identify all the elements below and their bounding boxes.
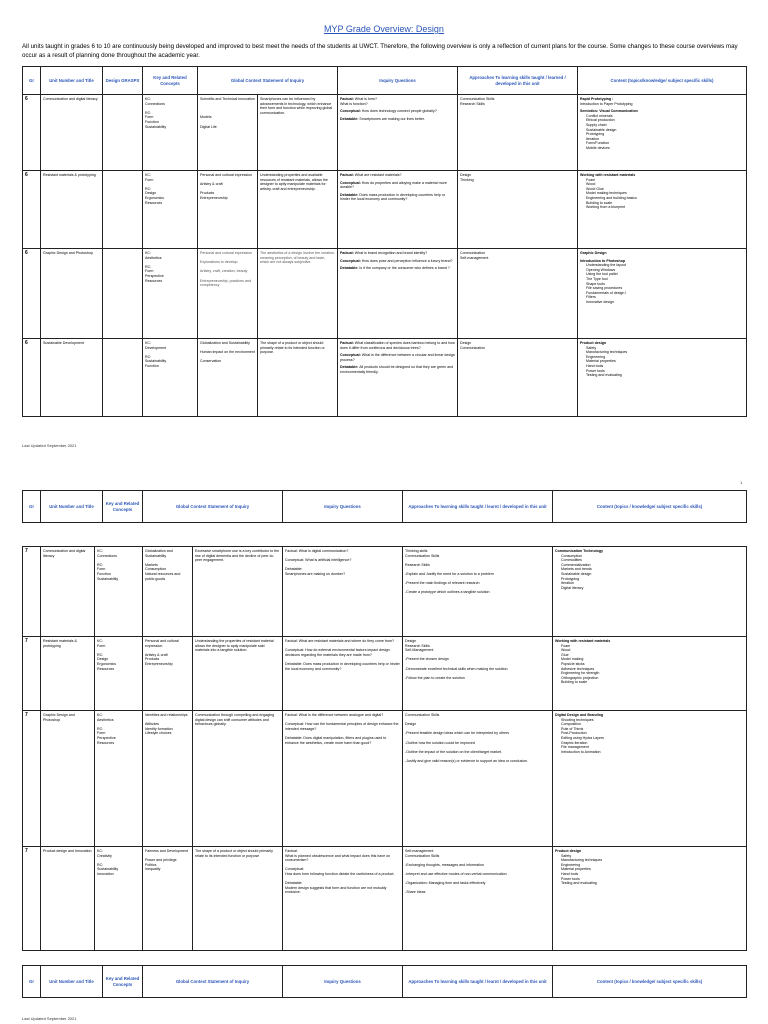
key-concepts-cell: KC: Connections RC: Form Function Sustainability bbox=[95, 547, 143, 637]
inquiry-debatable-label: Debatable: bbox=[340, 192, 359, 197]
grade-cell: 6 bbox=[23, 339, 41, 417]
table-row bbox=[23, 637, 747, 711]
last-updated-note: Last Updated September 2021 bbox=[22, 443, 77, 448]
content-subheading: Introduction to Photoshop bbox=[580, 258, 626, 263]
inquiry-questions-cell: Factual: What is the difference between analogue and digital? Conceptual: How can the fundamental principles of design enhance the intended message? Debatable: Does digital manipulation, filters and plugins used to enhance the aesthetics, create more harm than good? bbox=[283, 711, 403, 847]
content-list-item: • Filters bbox=[586, 295, 744, 300]
inquiry-debatable-text: All products should be designed so that they are green and environmentally friendly. bbox=[340, 365, 454, 374]
grade-6-overview-table bbox=[22, 66, 747, 417]
unit-title-cell: Resistant materials & prototyping bbox=[41, 171, 103, 249]
unit-title-cell: Communication and digital literacy bbox=[41, 547, 95, 637]
content-list-item: • Consumption bbox=[561, 554, 744, 559]
content-list-item: • The Type tool bbox=[586, 277, 744, 282]
global-context-cell: Personal and cultural expression Explorations to develop: Artistry, craft, creation, beauty Entrepreneurship, practices and competency bbox=[198, 249, 258, 339]
content-list-item: • Rule of Thirds bbox=[561, 727, 744, 732]
content-list-item: • Commodities bbox=[561, 558, 744, 563]
global-context-cell: Personal and cultural expression Artistry & craft Products Entrepreneurship bbox=[198, 171, 258, 249]
content-list-item: • Iteration bbox=[561, 581, 744, 586]
content-heading: Communication Technology bbox=[555, 549, 604, 553]
grade-cell: 7 bbox=[23, 847, 41, 951]
content-list-item: • Material properties bbox=[561, 867, 744, 872]
content-list-item: • Form/Function bbox=[586, 141, 744, 146]
inquiry-conceptual bbox=[340, 181, 455, 190]
header-unit: Unit Number and Title bbox=[41, 491, 103, 523]
header-atl: Approaches To learning skills taught / learnt / developed in this unit bbox=[403, 966, 553, 998]
content-list-item: • File saving procedures bbox=[586, 286, 744, 291]
table-header-row bbox=[23, 491, 747, 523]
content-cell bbox=[578, 249, 747, 339]
inquiry-conceptual bbox=[340, 353, 455, 362]
inquiry-questions-cell: Factual: What are resistant materials and where do they come from? Conceptual: How do external environmental factors impact design decisions regarding the materials they are made from? Debatable: Does mass production in developing countries help or hinder the local economy and community? bbox=[283, 637, 403, 711]
content-list-item: • Model making bbox=[561, 657, 744, 662]
content-list-item: • Orthographic projection bbox=[561, 676, 744, 681]
inquiry-questions-cell: Factual: What is planned obsolescence and what impact does this have on consumerism? Conceptual: How does form following function dictate the usefulness of a product. Debatable: Modern design suggests that form and function are not mutually exclusive. bbox=[283, 847, 403, 951]
unit-title-cell: Graphic Design and Photoshop bbox=[41, 249, 103, 339]
global-context-cell: Scientific and Technical Innovation Models Digital Life bbox=[198, 95, 258, 171]
header-global-context: Global Context Statement of Inquiry bbox=[198, 67, 338, 95]
content-list-item: • Ethical production bbox=[586, 118, 744, 123]
inquiry-factual-label: Factual: bbox=[340, 97, 354, 101]
inquiry-debatable bbox=[340, 365, 455, 374]
grade-8-header-table bbox=[22, 965, 747, 998]
statement-of-inquiry-cell: Understanding properties and available resources of resistant materials, allows the designer to aptly manipulate materials for artistry, craft and entrepreneurship. bbox=[258, 171, 338, 249]
unit-title-cell: Resistant materials & prototyping bbox=[41, 637, 95, 711]
inquiry-conceptual-label: Conceptual: bbox=[340, 258, 361, 263]
content-list-item: • Fundamentals of design l bbox=[586, 291, 744, 296]
key-concepts-cell: KC: Creativity RC: Sustainability Innovation bbox=[95, 847, 143, 951]
content-list-item: • Using the tool pallet bbox=[586, 272, 744, 277]
content-list-item: • Wood bbox=[561, 648, 744, 653]
grade-cell: 6 bbox=[23, 249, 41, 339]
unit-title-cell: Sustainable Development bbox=[41, 339, 103, 417]
content-heading: Graphic Design bbox=[580, 251, 607, 255]
content-list-item: • Shooting techniques bbox=[561, 718, 744, 723]
statement-of-inquiry-cell: Excessive smartphone use is a key contributor to the rise of digital dementia and the decline of peer-to-peer engagement. bbox=[193, 547, 283, 637]
content-list-item: • Manufacturing techniques bbox=[586, 350, 744, 355]
content-list-item: • Post-Production bbox=[561, 731, 744, 736]
inquiry-conceptual bbox=[340, 259, 455, 264]
grade-7-header-table bbox=[22, 490, 747, 523]
content-list-item: • Engineering bbox=[561, 863, 744, 868]
global-context-cell: Personal and cultural expression Artistry & craft Products Entrepreneurship bbox=[143, 637, 193, 711]
key-concepts-cell: KC: Development RC: Sustainability Function bbox=[143, 339, 198, 417]
content-list-item: • Engineering bbox=[586, 355, 744, 360]
content-heading: Working with resistant materials bbox=[580, 173, 636, 177]
grade-cell: 7 bbox=[23, 637, 41, 711]
header-unit: Unit Number and Title bbox=[41, 966, 103, 998]
statement-of-inquiry-cell: The aesthetics of a design involve the creation, meaning perception, of beauty and taste, which are not always subjective. bbox=[258, 249, 338, 339]
statement-of-inquiry-cell: Understanding the properties of resistant material allows the designer to aptly manipulate said materials into a tangible solution. bbox=[193, 637, 283, 711]
inquiry-questions-cell bbox=[338, 171, 458, 249]
page-title: MYP Grade Overview: Design bbox=[324, 24, 444, 34]
global-context-cell: Globalization and Sustainability Human impact on the environment Conservation bbox=[198, 339, 258, 417]
grade-7-overview-table bbox=[22, 546, 747, 951]
table-header-row bbox=[23, 966, 747, 998]
inquiry-questions-cell bbox=[338, 249, 458, 339]
header-inquiry-questions: Inquiry Questions bbox=[283, 491, 403, 523]
inquiry-conceptual-label: Conceptual: bbox=[340, 180, 361, 185]
design-grasps-cell bbox=[103, 171, 143, 249]
header-unit: Unit Number and Title bbox=[41, 67, 103, 95]
content-heading: Working with resistant materials bbox=[555, 639, 611, 643]
atl-skills-cell: Design Communication bbox=[458, 339, 578, 417]
content-list-item: • Opening Windows bbox=[586, 268, 744, 273]
atl-skills-cell: Communication Skills Research Skills bbox=[458, 95, 578, 171]
key-concepts-cell: KC: Connections RC: Form Function Sustainability bbox=[143, 95, 198, 171]
inquiry-factual-text: What is form? What is function? bbox=[340, 97, 377, 106]
content-heading: Product design bbox=[580, 341, 607, 345]
atl-skills-cell: Design Research Skills Self-Management -Present the chosen design -Demonstrate excellent technical skills when making the solution -Follow the plan to create the solution bbox=[403, 637, 553, 711]
global-context-cell: Fairness and Development Power and privilege Politics Inequality bbox=[143, 847, 193, 951]
inquiry-debatable-text: Does mass production in developing countries help or hinder the local economy and community? bbox=[340, 192, 445, 202]
content-list bbox=[580, 263, 744, 304]
content-list-item: • Engineering for strength bbox=[561, 671, 744, 676]
header-key-concepts: Key and Related Concepts bbox=[103, 491, 143, 523]
inquiry-conceptual-text: How does technology connect people globally? bbox=[361, 109, 437, 114]
key-concepts-cell: KC: Form RC: Design Ergonomics Resources bbox=[143, 171, 198, 249]
statement-of-inquiry-cell: The shape of a product or object should primarily relate to its intended function or purpose bbox=[193, 847, 283, 951]
content-list-item: • Building to scale bbox=[561, 680, 744, 685]
content-list-item: • Mobile devices bbox=[586, 146, 744, 151]
header-design: Design GRASPS bbox=[103, 67, 143, 95]
content-list-item: • Prototyping bbox=[586, 132, 744, 137]
content-text: Introduction to Paper Prototyping bbox=[580, 101, 633, 106]
inquiry-factual-label: Factual: bbox=[340, 341, 354, 345]
content-list-item: • File management bbox=[561, 745, 744, 750]
content-heading: Digital Design and Branding bbox=[555, 713, 604, 717]
grade-cell: 6 bbox=[23, 171, 41, 249]
inquiry-conceptual-text: How do properties and alloying make a material more durable? bbox=[340, 180, 447, 190]
content-list-item: • Testing and evaluating bbox=[586, 373, 744, 378]
grade-cell: 7 bbox=[23, 547, 41, 637]
content-list-item: • Innovative design bbox=[586, 300, 744, 305]
content-list bbox=[555, 554, 744, 591]
header-content: Content (topics/knowledge/ subject specific skills) bbox=[578, 67, 747, 95]
atl-skills-cell: Communication Self-management bbox=[458, 249, 578, 339]
inquiry-debatable-text: Smartphones are making our lives better. bbox=[359, 116, 425, 121]
content-list-item: • Sustainable design bbox=[561, 572, 744, 577]
content-list-item: • Engineering and building basics bbox=[586, 196, 744, 201]
content-list-item: • Adhesive techniques bbox=[561, 667, 744, 672]
unit-title-cell: Product design and Innovation bbox=[41, 847, 95, 951]
atl-skills-cell: Design Thinking bbox=[458, 171, 578, 249]
content-list-item: • Hand tools bbox=[586, 364, 744, 369]
content-list-item: • Iteration bbox=[586, 137, 744, 142]
content-list-item: • Introduction to Animation bbox=[561, 750, 744, 755]
header-inquiry-questions: Inquiry Questions bbox=[338, 67, 458, 95]
header-global-context: Global Context Statement of Inquiry bbox=[143, 966, 283, 998]
design-grasps-cell bbox=[103, 95, 143, 171]
last-updated-note: Last Updated September 2021 bbox=[22, 1016, 77, 1021]
content-heading: Product design bbox=[555, 849, 582, 853]
intro-paragraph: All units taught in grades 6 to 10 are continuously being developed and improved to best meet the needs of the students at UWCT. Therefore, the following overview is only a reflection of current plans for the course. Some changes to these course overviews may occur as a result of planning done throughout the academic year. bbox=[22, 43, 738, 59]
key-concepts-cell: KC: Aesthetics RC: Form Perspective Resources bbox=[95, 711, 143, 847]
header-key-concepts: Key and Related Concepts bbox=[143, 67, 198, 95]
inquiry-debatable-label: Debatable: bbox=[340, 266, 359, 271]
inquiry-conceptual bbox=[340, 109, 455, 114]
atl-skills-cell: Communication Skills Design -Present feasible design ideas which can be interpreted by others -Outline how the solution could be improved -Outline the impact of the solution on the client/target market. -Justify and give valid reason(s) or evidence to support an idea or conclusion. bbox=[403, 711, 553, 847]
content-list-item: • Prototyping bbox=[561, 577, 744, 582]
header-atl: Approaches To learning skills taught / learned / developed in this unit bbox=[458, 67, 578, 95]
header-gr: Gr bbox=[23, 966, 41, 998]
inquiry-factual-text: What is brand recognition and brand identity? bbox=[354, 251, 428, 255]
inquiry-questions-cell bbox=[338, 339, 458, 417]
inquiry-factual bbox=[340, 97, 455, 106]
table-row bbox=[23, 171, 747, 249]
page-number: 1 bbox=[740, 480, 743, 485]
content-list-item: • Understanding the layout bbox=[586, 263, 744, 268]
content-list-item: • Foam bbox=[586, 178, 744, 183]
content-list bbox=[555, 854, 744, 886]
content-cell bbox=[578, 171, 747, 249]
design-grasps-cell bbox=[103, 339, 143, 417]
content-list-item: • Wood Glue bbox=[586, 187, 744, 192]
inquiry-debatable-label: Debatable: bbox=[340, 365, 359, 370]
content-subheading: Semiotics: Visual Communication bbox=[580, 109, 638, 114]
inquiry-factual bbox=[340, 341, 455, 350]
content-heading: Rapid Prototyping : bbox=[580, 97, 614, 101]
content-list-item: • Power tools bbox=[586, 369, 744, 374]
table-row bbox=[23, 711, 747, 847]
content-list-item: • Popsicle sticks bbox=[561, 662, 744, 667]
inquiry-factual-label: Factual: bbox=[340, 173, 354, 177]
global-context-cell: Globalization and Sustainability Markets Consumption Natural resources and public goods bbox=[143, 547, 193, 637]
grade-cell: 6 bbox=[23, 95, 41, 171]
unit-title-cell: Communication and digital literacy bbox=[41, 95, 103, 171]
content-list-item: • Working from a blueprint bbox=[586, 205, 744, 210]
key-concepts-cell: KC: Form RC: Design Ergonomics Resources bbox=[95, 637, 143, 711]
inquiry-conceptual-label: Conceptual: bbox=[340, 109, 361, 114]
inquiry-conceptual-text: What is the difference between a circular and linear design process? bbox=[340, 353, 456, 362]
content-list-item: • Wood bbox=[586, 182, 744, 187]
inquiry-factual-label: Factual: bbox=[340, 251, 354, 255]
header-global-context: Global Context Statement of Inquiry bbox=[143, 491, 283, 523]
content-list-item: • Hand tools bbox=[561, 872, 744, 877]
content-list-item: • Safety bbox=[561, 854, 744, 859]
atl-skills-cell: Self-management Communication Skills -Exchanging thoughts, messages and information -Interpret and use effective modes of non-verbal communication -Organization: Managing time and tasks effectively -Share ideas bbox=[403, 847, 553, 951]
content-cell bbox=[553, 547, 747, 637]
header-key-concepts: Key and Related Concepts bbox=[103, 966, 143, 998]
content-cell bbox=[553, 637, 747, 711]
header-inquiry-questions: Inquiry Questions bbox=[283, 966, 403, 998]
content-list bbox=[580, 114, 744, 151]
header-atl: Approaches To learning skills taught / learnt / developed in this unit bbox=[403, 491, 553, 523]
table-header-row bbox=[23, 67, 747, 95]
content-cell bbox=[578, 95, 747, 171]
table-row bbox=[23, 249, 747, 339]
content-list-item: • Manufacturing techniques bbox=[561, 858, 744, 863]
content-list bbox=[555, 718, 744, 755]
header-gr: Gr bbox=[23, 491, 41, 523]
key-concepts-cell: KC: Aesthetics RC: Form Perspective Resources bbox=[143, 249, 198, 339]
content-list bbox=[555, 644, 744, 685]
header-content: Content (topics / knowledge/ subject specific skills) bbox=[553, 491, 747, 523]
table-row bbox=[23, 547, 747, 637]
inquiry-debatable bbox=[340, 117, 455, 122]
content-list-item: • Supply chain bbox=[586, 123, 744, 128]
inquiry-conceptual-text: How does pose and perception influence a luxury brand? bbox=[361, 258, 453, 263]
content-list-item: • Safety bbox=[586, 346, 744, 351]
content-list-item: • Power tools bbox=[561, 877, 744, 882]
header-gr: Gr bbox=[23, 67, 41, 95]
content-list-item: • Digital literacy bbox=[561, 586, 744, 591]
grade-cell: 7 bbox=[23, 711, 41, 847]
inquiry-factual-text: What are resistant materials? bbox=[354, 173, 402, 177]
content-list bbox=[580, 346, 744, 378]
inquiry-factual bbox=[340, 251, 455, 256]
global-context-cell: Identities and relationships Attitudes Identity formation Lifestyle choices bbox=[143, 711, 193, 847]
inquiry-questions-cell: Factual: What is digital communication? Conceptual: What is artificial intelligence? Debatable: Smartphones are making us dumber? bbox=[283, 547, 403, 637]
content-cell bbox=[553, 847, 747, 951]
content-list-item: • Material properties bbox=[586, 359, 744, 364]
inquiry-debatable bbox=[340, 193, 455, 202]
content-list-item: • Markets and trends bbox=[561, 567, 744, 572]
design-grasps-cell bbox=[103, 249, 143, 339]
content-list bbox=[580, 178, 744, 210]
content-list-item: • Sustainable design bbox=[586, 128, 744, 133]
content-list-item: • Building to scale bbox=[586, 201, 744, 206]
content-list-item: • Glue bbox=[561, 653, 744, 658]
content-list-item: • Model making techniques bbox=[586, 191, 744, 196]
statement-of-inquiry-cell: Smartphones can be influenced by advancements in technology, which enhance their form and function while improving global communication. bbox=[258, 95, 338, 171]
content-cell bbox=[578, 339, 747, 417]
content-list-item: • Shape tools bbox=[586, 282, 744, 287]
content-cell bbox=[553, 711, 747, 847]
atl-skills-cell: Thinking skills Communication Skills Research Skills -Explain and Justify the need for a solution to a problem -Present the main findings of relevant research -Create a prototype which outlines a tangible solution bbox=[403, 547, 553, 637]
content-list-item: • Graphic iteration bbox=[561, 741, 744, 746]
content-list-item: • Composition bbox=[561, 722, 744, 727]
table-row bbox=[23, 339, 747, 417]
table-row bbox=[23, 95, 747, 171]
content-list-item: • Testing and evaluating bbox=[561, 881, 744, 886]
inquiry-debatable-text: Is it the company or the consumer who defines a brand ? bbox=[359, 266, 450, 271]
inquiry-debatable-label: Debatable: bbox=[340, 116, 359, 121]
statement-of-inquiry-cell: The shape of a product or object should primarily relate to its intended function or purpose. bbox=[258, 339, 338, 417]
inquiry-questions-cell bbox=[338, 95, 458, 171]
statement-of-inquiry-cell: Communication through compelling and engaging digital design can shift consumer attitudes and behaviours globally. bbox=[193, 711, 283, 847]
inquiry-conceptual-label: Conceptual: bbox=[340, 353, 361, 358]
unit-title-cell: Graphic Design and Photoshop bbox=[41, 711, 95, 847]
content-list-item: • Commercialization bbox=[561, 563, 744, 568]
content-list-item: • Editing using Hydra Layers bbox=[561, 736, 744, 741]
inquiry-factual-text: What classification of species does bamboo belong to and how does it differ from coniferous and deciduous trees? bbox=[340, 341, 455, 350]
inquiry-factual bbox=[340, 173, 455, 178]
content-list-item: • Foam bbox=[561, 644, 744, 649]
table-row bbox=[23, 847, 747, 951]
content-list-item: • Conflict minerals bbox=[586, 114, 744, 119]
inquiry-debatable bbox=[340, 266, 455, 271]
header-content: Content (topics / knowledge/ subject specific skills) bbox=[553, 966, 747, 998]
